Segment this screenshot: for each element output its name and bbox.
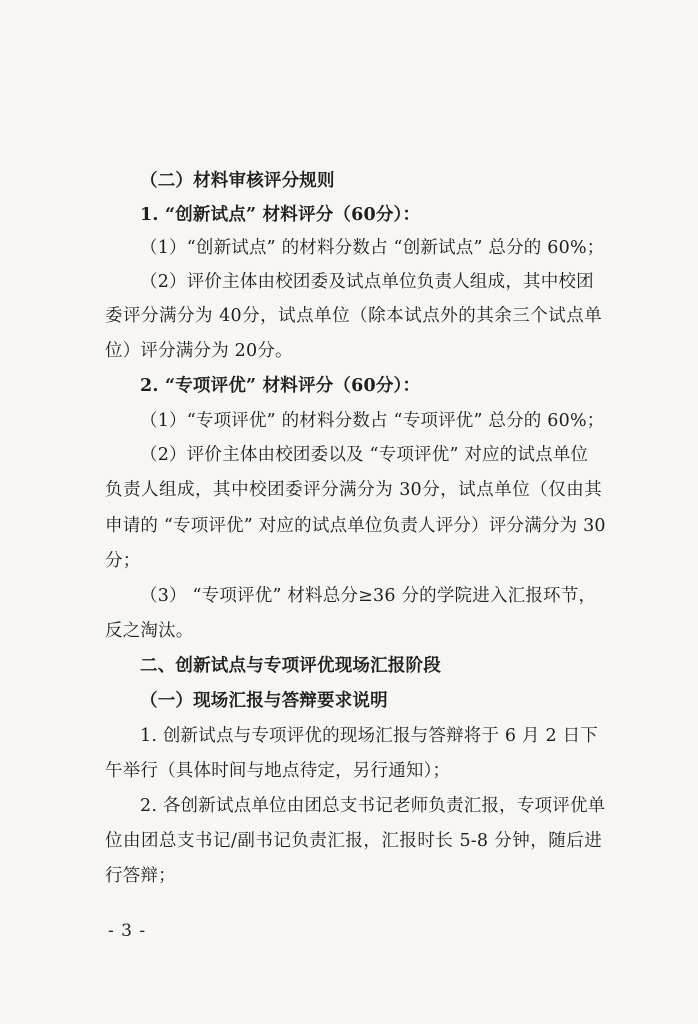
subheading-report-requirements: （一）现场汇报与答辩要求说明 xyxy=(140,691,388,711)
paragraph-line: 行答辩； xyxy=(105,866,176,886)
paragraph-line: （2）评价主体由校团委以及 “专项评优” 对应的试点单位 xyxy=(140,445,589,465)
paragraph-line: 1. 创新试点与专项评优的现场汇报与答辩将于 6 月 2 日下 xyxy=(140,726,598,746)
paragraph-line: （2）评价主体由校团委及试点单位负责人组成，其中校团 xyxy=(140,272,594,292)
section-heading-review-rules: （二）材料审核评分规则 xyxy=(140,171,335,191)
paragraph-line: 反之淘汰。 xyxy=(105,621,194,641)
page-number: - 3 - xyxy=(108,921,147,941)
paragraph-line: 位）评分满分为 20分。 xyxy=(105,341,293,361)
paragraph-line: 位由团总支书记/副书记负责汇报，汇报时长 5-8 分钟，随后进 xyxy=(105,831,602,851)
paragraph-line: 负责人组成，其中校团委评分满分为 30分，试点单位（仅由其 xyxy=(105,480,602,500)
subheading-innovation-pilot-scoring: 1. “创新试点” 材料评分（60分）： xyxy=(140,205,421,225)
paragraph-line: （3） “专项评优” 材料总分≥36 分的学院进入汇报环节， xyxy=(140,586,597,606)
paragraph-line: 委评分满分为 40分，试点单位（除本试点外的其余三个试点单 xyxy=(105,306,602,326)
subheading-special-award-scoring: 2. “专项评优” 材料评分（60分）： xyxy=(140,376,421,396)
paragraph-line: 申请的 “专项评优” 对应的试点单位负责人评分）评分满分为 30 xyxy=(105,516,606,536)
section-heading-onsite-report: 二、创新试点与专项评优现场汇报阶段 xyxy=(140,656,441,676)
paragraph-line: 午举行（具体时间与地点待定，另行通知）； xyxy=(105,761,451,781)
paragraph-line: 2. 各创新试点单位由团总支书记老师负责汇报，专项评优单 xyxy=(140,796,606,816)
paragraph-line: 分； xyxy=(105,551,141,571)
paragraph-line: （1）“专项评优” 的材料分数占 “专项评优” 总分的 60%； xyxy=(140,411,605,431)
paragraph-line: （1）“创新试点” 的材料分数占 “创新试点” 总分的 60%； xyxy=(140,238,605,258)
